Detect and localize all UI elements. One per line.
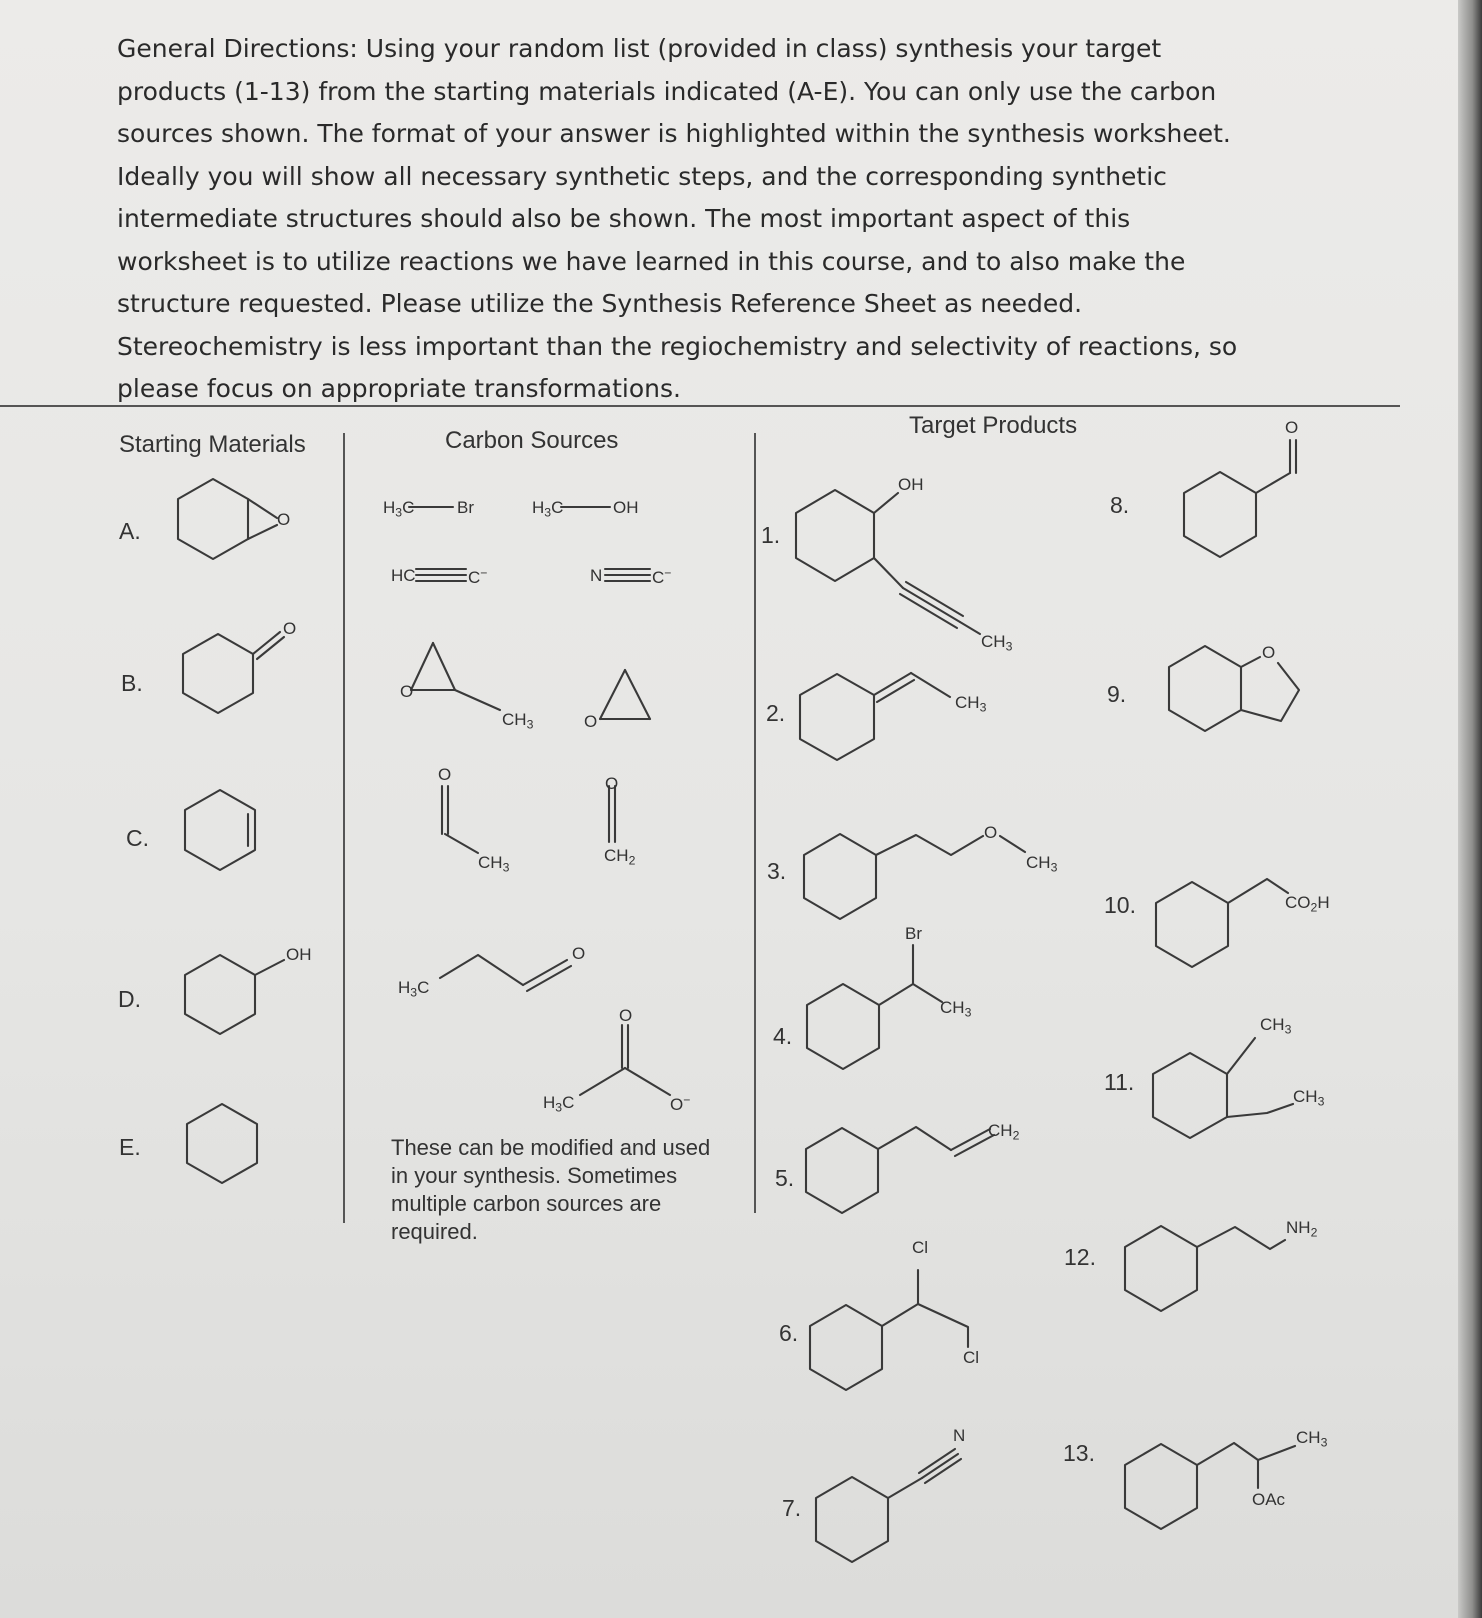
- structure-source-cyanide-bond: [605, 569, 650, 581]
- formula-part: C: [417, 978, 430, 997]
- atom-label: Cl: [963, 1348, 980, 1367]
- directions-line: please focus on appropriate transformations.: [117, 374, 681, 403]
- atom-label: OH: [286, 945, 312, 964]
- label-start-c: C.: [126, 825, 149, 851]
- label-target-3: 3.: [767, 858, 787, 884]
- formula-part: C: [402, 498, 415, 517]
- structure-source-acetylide-bond: [416, 569, 466, 581]
- label-target-8: 8.: [1110, 492, 1130, 518]
- carbon-source-propylene-oxide: O: [400, 682, 414, 701]
- carbon-source-methanol: [532, 498, 563, 520]
- carbon-source-cyanide: N: [590, 566, 603, 585]
- structure-source-acetate: [580, 1025, 670, 1095]
- atom-label: O: [572, 944, 586, 963]
- atom-label: N: [953, 1426, 966, 1445]
- charge: −: [683, 1093, 691, 1107]
- structure-source-propylene-oxide: [411, 643, 500, 710]
- label-target-12: 12.: [1064, 1244, 1096, 1270]
- structure-target-13: [1125, 1443, 1295, 1529]
- formula-subscript: 3: [1005, 639, 1013, 654]
- directions-line: worksheet is to utilize reactions we have learned in this course, and to also make the: [117, 246, 1186, 276]
- structure-source-formaldehyde: [609, 786, 615, 842]
- structure-target-7: [816, 1449, 961, 1562]
- structure-start-a-epoxide: [178, 479, 277, 559]
- structure-start-d-alcohol: [185, 955, 284, 1034]
- label-target-2: 2.: [766, 700, 786, 726]
- atom-label: [955, 693, 986, 715]
- formula-part: CO: [1285, 893, 1311, 912]
- structure-source-acetaldehyde: [442, 786, 478, 853]
- formula-part: H: [398, 978, 411, 997]
- directions-line: structure requested. Please utilize the Synthesis Reference Sheet as needed.: [117, 289, 1083, 318]
- carbon-source-formaldehyde: O: [605, 774, 619, 793]
- atom-label: [478, 853, 509, 875]
- structure-start-c-cyclohexene: [185, 790, 255, 870]
- formula-part: CH: [988, 1121, 1013, 1140]
- formula-subscript: 3: [544, 505, 552, 520]
- structure-target-2: [800, 673, 950, 760]
- atom-label: O: [1262, 643, 1276, 662]
- formula-subscript: 3: [979, 700, 987, 715]
- label-target-10: 10.: [1104, 892, 1136, 918]
- atom-label: Br: [457, 498, 474, 517]
- atom-label: [502, 710, 533, 732]
- structure-target-3: [804, 834, 1025, 919]
- formula-part: H: [1317, 893, 1330, 912]
- label-target-13: 13.: [1063, 1440, 1095, 1466]
- atom-label: [1296, 1428, 1327, 1450]
- charge: −: [480, 566, 488, 580]
- formula-subscript: 3: [410, 985, 418, 1000]
- label-target-1: 1.: [761, 522, 781, 548]
- structure-start-e-cyclohexane: [187, 1104, 257, 1183]
- formula-part: CH: [1296, 1428, 1321, 1447]
- directions-line: Stereochemistry is less important than the regiochemistry and selectivity of reactions, so: [117, 331, 1238, 361]
- atom-label: O: [1285, 418, 1299, 437]
- atom-label: [1293, 1087, 1324, 1109]
- atom-label: [670, 1093, 690, 1115]
- atom-label: O: [283, 619, 297, 638]
- directions-line: sources shown. The format of your answer is highlighted within the synthesis worksheet.: [117, 119, 1231, 148]
- atom-label: OAc: [1252, 1490, 1286, 1509]
- formula-part: C: [562, 1093, 575, 1112]
- formula-part: CH: [604, 846, 629, 865]
- formula-part: C: [551, 498, 564, 517]
- structure-target-4: [807, 945, 942, 1069]
- formula-part: CH: [478, 853, 503, 872]
- formula-part: CH: [981, 632, 1006, 651]
- label-target-9: 9.: [1107, 681, 1127, 707]
- atom-label: [652, 566, 671, 588]
- formula-part: CH: [1293, 1087, 1318, 1106]
- directions-line: intermediate structures should also be shown. The most important aspect of this: [117, 204, 1131, 233]
- structure-source-ethylene-oxide: [600, 670, 650, 719]
- structure-target-11: [1153, 1038, 1293, 1138]
- formula-subscript: 3: [1317, 1094, 1325, 1109]
- directions-line: products (1-13) from the starting materials indicated (A-E). You can only use the carbon: [117, 76, 1217, 106]
- structure-source-propanal: [440, 955, 571, 991]
- formula-part: CH: [1260, 1015, 1285, 1034]
- formula-subscript: 2: [1310, 1225, 1318, 1240]
- formula-part: CH: [955, 693, 980, 712]
- label-target-11: 11.: [1104, 1069, 1135, 1095]
- directions-line: Ideally you will show all necessary synthetic steps, and the corresponding synthetic: [117, 161, 1167, 191]
- label-target-7: 7.: [782, 1495, 802, 1521]
- atom-label: O: [277, 510, 291, 529]
- atom-label: [940, 998, 971, 1020]
- formula-subscript: 3: [526, 717, 534, 732]
- formula-part: C: [468, 568, 481, 588]
- structure-target-9: [1169, 646, 1299, 731]
- carbon-source-acetylide: HC: [391, 566, 416, 585]
- formula-part: C: [652, 568, 665, 588]
- label-start-a: A.: [119, 518, 141, 544]
- atom-label: [1285, 893, 1330, 915]
- formula-part: CH: [1026, 853, 1051, 872]
- formula-part: NH: [1286, 1218, 1311, 1237]
- formula-subscript: 3: [502, 860, 510, 875]
- atom-label: O: [984, 823, 998, 842]
- label-start-e: E.: [119, 1134, 141, 1160]
- formula-subscript: 3: [395, 505, 403, 520]
- atom-label: [1026, 853, 1057, 875]
- carbon-sources-note: These can be modified and used in your synthesis. Sometimes multiple carbon sources are required.: [391, 1135, 711, 1244]
- formula-subscript: 3: [1050, 860, 1058, 875]
- atom-label: [604, 846, 635, 868]
- target-products-header: Target Products: [909, 412, 1078, 439]
- label-start-d: D.: [118, 986, 141, 1012]
- structure-target-12: [1125, 1226, 1285, 1311]
- structure-target-8: [1184, 440, 1296, 557]
- formula-subscript: 2: [628, 853, 636, 868]
- formula-subscript: 3: [1320, 1435, 1328, 1450]
- carbon-source-acetate: [543, 1093, 574, 1115]
- formula-part: O: [670, 1095, 684, 1115]
- atom-label: OH: [898, 475, 924, 494]
- formula-subscript: 2: [1310, 900, 1318, 915]
- structure-target-10: [1156, 879, 1288, 967]
- label-start-b: B.: [121, 670, 143, 696]
- structure-start-b-ketone: [183, 632, 284, 713]
- formula-part: H: [532, 498, 545, 517]
- label-target-4: 4.: [773, 1023, 793, 1049]
- carbon-sources-header: Carbon Sources: [445, 427, 619, 454]
- atom-label: OH: [613, 498, 639, 517]
- formula-subscript: 3: [1284, 1022, 1292, 1037]
- atom-label: [988, 1121, 1019, 1143]
- formula-part: CH: [502, 710, 527, 729]
- atom-label: O: [619, 1006, 633, 1025]
- structure-target-1: [796, 490, 980, 634]
- starting-materials-header: Starting Materials: [119, 431, 306, 458]
- carbon-source-acetaldehyde: O: [438, 765, 452, 784]
- directions-line: General Directions: Using your random list (provided in class) synthesis your target: [117, 34, 1162, 63]
- carbon-source-propanal: [398, 978, 429, 1000]
- carbon-source-methyl-bromide: [383, 498, 414, 520]
- atom-label: Br: [905, 924, 922, 943]
- formula-part: H: [383, 498, 396, 517]
- formula-subscript: 3: [964, 1005, 972, 1020]
- structure-target-5: [806, 1127, 994, 1213]
- formula-subscript: 3: [555, 1100, 563, 1115]
- formula-subscript: 2: [1012, 1128, 1020, 1143]
- label-target-6: 6.: [779, 1320, 799, 1346]
- formula-part: CH: [940, 998, 965, 1017]
- atom-label: [1286, 1218, 1317, 1240]
- structure-target-6: [810, 1270, 968, 1390]
- atom-label: [981, 632, 1012, 654]
- carbon-source-ethylene-oxide: O: [584, 712, 598, 731]
- label-target-5: 5.: [775, 1165, 795, 1191]
- atom-label: [1260, 1015, 1291, 1037]
- formula-part: H: [543, 1093, 556, 1112]
- charge: −: [664, 566, 672, 580]
- atom-label: Cl: [912, 1238, 929, 1257]
- atom-label: [468, 566, 487, 588]
